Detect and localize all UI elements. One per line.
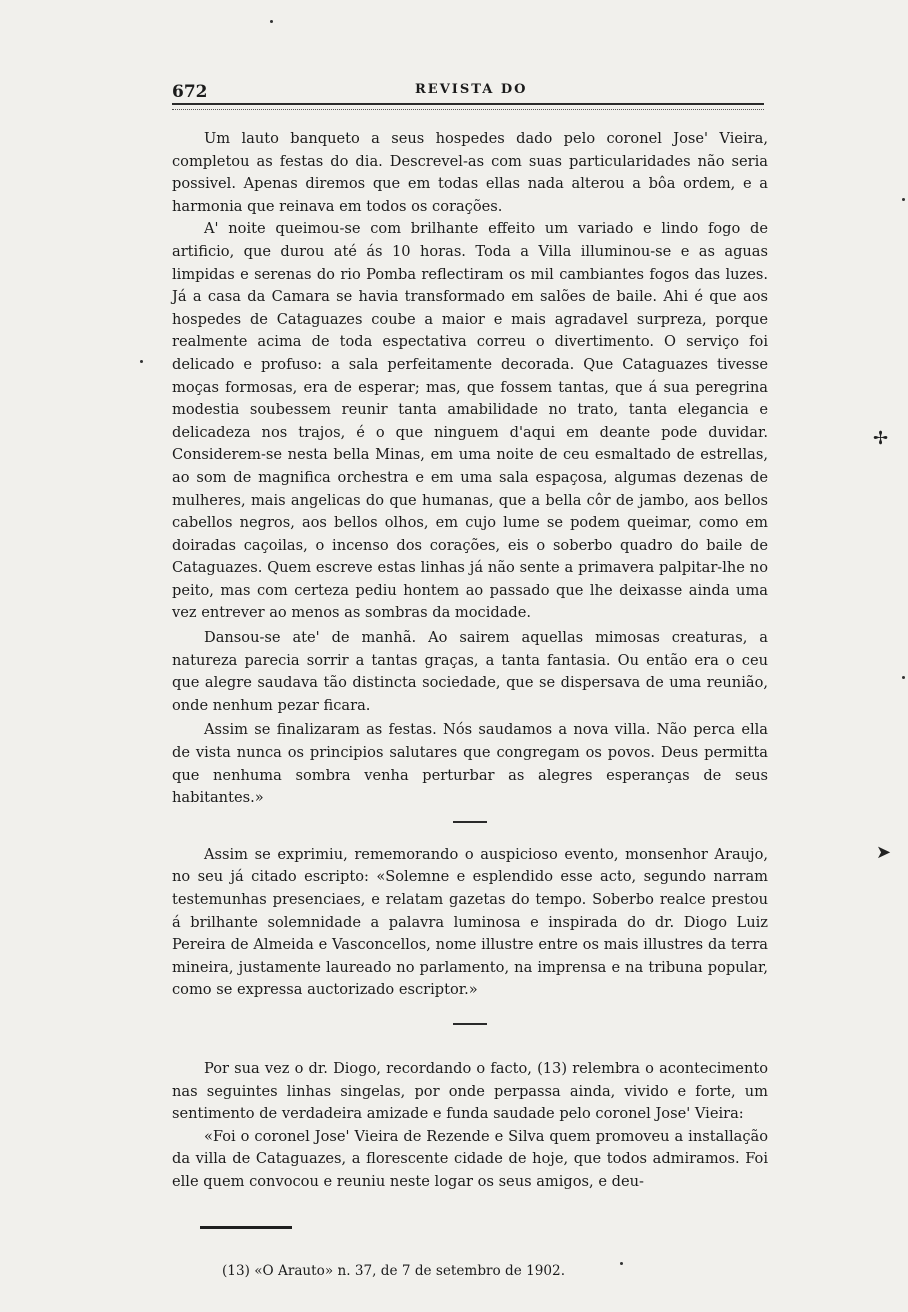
scan-speck xyxy=(140,360,143,363)
paragraph: Dansou-se ate' de manhã. Ao sairem aquellas mimosas creaturas, a natureza parecia sorrir a tantas graças, a tanta fantasia. Ou então era o ceu que alegre saudava tão distincta sociedade, que se dispersava de uma reunião, onde nenhum pezar ficara. xyxy=(172,629,768,714)
margin-mark-icon: ✢ xyxy=(873,428,889,449)
paragraph: A' noite queimou-se com brilhante effeito um variado e lindo fogo de artificio, que durou até ás 10 horas. Toda a Villa illuminou-se e as aguas limpidas e serenas do rio Pomba reflectiram os mil cambiantes fogos das luzes. Já a casa da Camara se havia transformado em salões de baile. Ahi é que aos hospedes de Cataguazes coube a maior e mais agradavel surpreza, porque realmente acima de toda espectativa correu o divertimento. O serviço foi delicado e profuso: a sala perfeitamente decorada. Que Cataguazes tivesse moças formosas, era de esperar; mas, que fossem tantas, que á sua peregrina modestia soubessem reunir tanta amabilidade no trato, tanta elegancia e delicadeza nos trajos, é o que ninguem d'aqui em deante pode duvidar. Considerem-se nesta bella Minas, em uma noite de ceu esmaltado de estrellas, ao som de magnifica orchestra e em uma sala espaçosa, algumas dezenas de mulheres, mais angelicas do que humanas, que a bella côr de jambo, aos bellos cabellos negros, aos bellos olhos, em cujo lume se podem queimar, como em doiradas caçoilas, o incenso dos corações, eis o soberbo quadro do baile de Cataguazes. Quem escreve estas linhas já não sente a primavera palpitar-lhe no peito, mas com certeza pediu hontem ao passado que lhe deixasse ainda uma vez entrever ao menos as sombras da mocidade. xyxy=(172,220,768,622)
scan-speck xyxy=(270,20,273,23)
paragraph: «Foi o coronel Jose' Vieira de Rezende e Silva quem promoveu a installação da villa de Cataguazes, a florescente cidade de hoje, que todos admiramos. Foi elle quem convocou e reuniu neste logar os seus amigos, e deu- xyxy=(172,1127,768,1190)
paragraph: Assim se exprimiu, rememorando o auspicioso evento, monsenhor Araujo, no seu já citado escripto: «Solemne e esplendido esse acto, segundo narram testemunhas presenciaes, e relatam gazetas do tempo. Soberbo realce prestou á brilhante solemnidade a palavra luminosa e inspirada do dr. Diogo Luiz Pereira de Almeida e Vasconcellos, nome illustre entre os mais illustres da terra mineira, justamente laureado no parlamento, na imprensa e na tribuna popular, como se expressa auctorizado escriptor.» xyxy=(172,845,768,999)
footnote-rule xyxy=(200,1226,292,1229)
scan-speck xyxy=(620,1262,623,1265)
main-text xyxy=(172,128,768,1194)
paragraph: Um lauto banqueto a seus hospedes dado pelo coronel Jose' Vieira, completou as festas do dia. Descrevel-as com suas particularidades não seria possivel. Apenas diremos que em todas ellas nada alterou a bôa ordem, e a harmonia que reinava em todos os corações. xyxy=(172,130,768,215)
paragraph: Assim se finalizaram as festas. Nós saudamos a nova villa. Não perca ella de vista nunca os principios salutares que congregam os povos. Deus permitta que nenhuma sombra venha perturbar as alegres esperanças de seus habitantes.» xyxy=(172,721,768,807)
page-number: 672 xyxy=(172,82,208,102)
section-separator xyxy=(453,821,487,823)
paragraph: Por sua vez o dr. Diogo, recordando o facto, (13) relembra o acontecimento nas seguintes linhas singelas, por onde perpassa ainda, vivido e forte, um sentimento de verdadeira amizade e funda saudade pelo coronel Jose' Vieira: xyxy=(172,1059,768,1123)
footnote: (13) «O Arauto» n. 37, de 7 de setembro de 1902. xyxy=(222,1263,566,1279)
running-title: REVISTA DO xyxy=(415,82,528,97)
scan-speck xyxy=(902,676,905,679)
scan-speck xyxy=(902,198,905,201)
header-rule xyxy=(172,103,764,110)
page-header xyxy=(172,82,762,102)
section-separator xyxy=(453,1023,487,1025)
margin-mark-icon: ➤ xyxy=(876,842,892,863)
